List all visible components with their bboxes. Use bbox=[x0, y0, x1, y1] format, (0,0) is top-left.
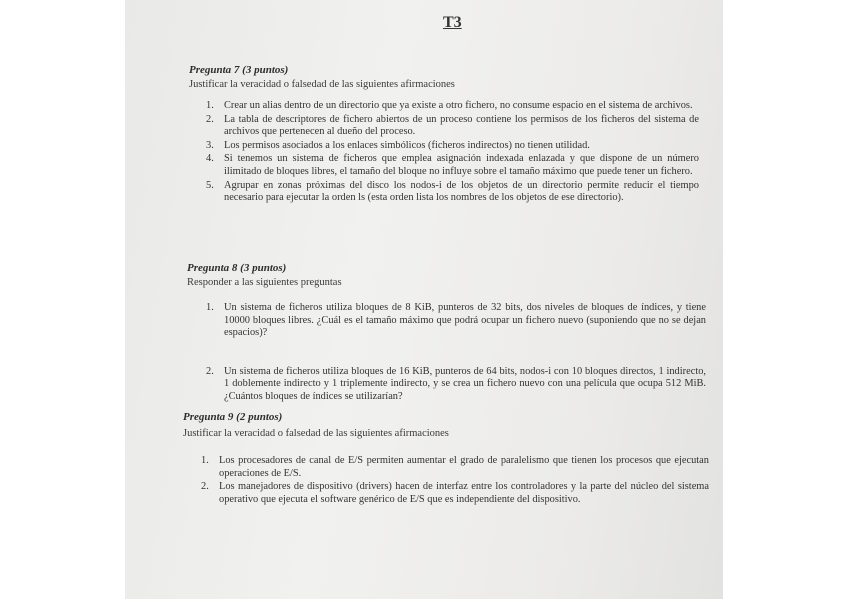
item-number: 2. bbox=[206, 113, 214, 125]
item-number: 1. bbox=[206, 302, 214, 313]
exam-page bbox=[125, 0, 723, 599]
item-number: 4. bbox=[206, 153, 214, 165]
item-text: Un sistema de ficheros utiliza bloques de 16 KiB, punteros de 64 bits, nodos-i con 10 bloques directos, 1 indirecto, 1 doblemente indirecto y 1 triplemente indirecto, y se crea un fichero nuevo con una película que ocupa 512 MiB. ¿Cuántos bloques de índices se utilizarían? bbox=[224, 365, 706, 402]
question-8-list bbox=[206, 302, 706, 430]
item-text: Crear un alias dentro de un directorio que ya existe a otro fichero, no consume espacio en el sistema de archivos. bbox=[224, 100, 693, 111]
item-number: 1. bbox=[201, 455, 209, 466]
item-text: Un sistema de ficheros utiliza bloques de 8 KiB, punteros de 32 bits, dos niveles de bloques de índices, y tiene 10000 bloques libres. ¿Cuál es el tamaño máximo que podrá ocupar un fichero nuevo (suponiendo que no se dejan espacios)? bbox=[224, 302, 706, 339]
list-item bbox=[201, 481, 709, 506]
question-9-list bbox=[201, 455, 709, 507]
list-item bbox=[206, 113, 699, 139]
question-7-list bbox=[206, 100, 699, 206]
question-9-heading: Pregunta 9 (2 puntos) bbox=[183, 411, 283, 423]
page-title: T3 bbox=[443, 14, 462, 31]
item-text: Los permisos asociados a los enlaces simbólicos (ficheros indirectos) no tienen utilidad. bbox=[224, 139, 590, 151]
question-7-heading: Pregunta 7 (3 puntos) bbox=[189, 64, 289, 76]
item-text: Agrupar en zonas próximas del disco los nodos-i de los objetos de un directorio permite reducir el tiempo necesario para ejecutar la orden ls (esta orden lista los nombres de los objetos de ese directorio). bbox=[224, 179, 699, 204]
item-number: 3. bbox=[206, 139, 214, 151]
question-8-instruction: Responder a las siguientes preguntas bbox=[187, 277, 342, 288]
list-item bbox=[201, 455, 709, 480]
item-number: 1. bbox=[206, 100, 214, 111]
item-text: Los procesadores de canal de E/S permiten aumentar el grado de paralelismo que tienen los procesos que ejecutan operaciones de E/S. bbox=[219, 455, 709, 479]
item-number: 2. bbox=[206, 365, 214, 377]
question-8-heading: Pregunta 8 (3 puntos) bbox=[187, 262, 287, 274]
list-item bbox=[206, 139, 699, 153]
list-item bbox=[206, 365, 706, 404]
list-item bbox=[206, 179, 699, 205]
item-text: Si tenemos un sistema de ficheros que emplea asignación indexada enlazada y que dispone de un número ilimitado de bloques libres, el tamaño del bloque no influye sobre el tamaño máximo que puede tener un fichero. bbox=[224, 153, 699, 177]
item-number: 2. bbox=[201, 481, 209, 493]
question-7-instruction: Justificar la veracidad o falsedad de las siguientes afirmaciones bbox=[189, 79, 455, 90]
list-item bbox=[206, 153, 699, 178]
list-item bbox=[206, 302, 706, 340]
list-item bbox=[206, 100, 699, 113]
item-text: Los manejadores de dispositivo (drivers) hacen de interfaz entre los controladores y la parte del núcleo del sistema operativo que ejecuta el software genérico de E/S que es independiente del dispositivo. bbox=[219, 481, 709, 505]
item-number: 5. bbox=[206, 179, 214, 191]
question-9-instruction: Justificar la veracidad o falsedad de las siguientes afirmaciones bbox=[183, 428, 449, 439]
item-text: La tabla de descriptores de fichero abiertos de un proceso contiene los permisos de los ficheros del sistema de archivos que pertenecen al dueño del proceso. bbox=[224, 113, 699, 138]
